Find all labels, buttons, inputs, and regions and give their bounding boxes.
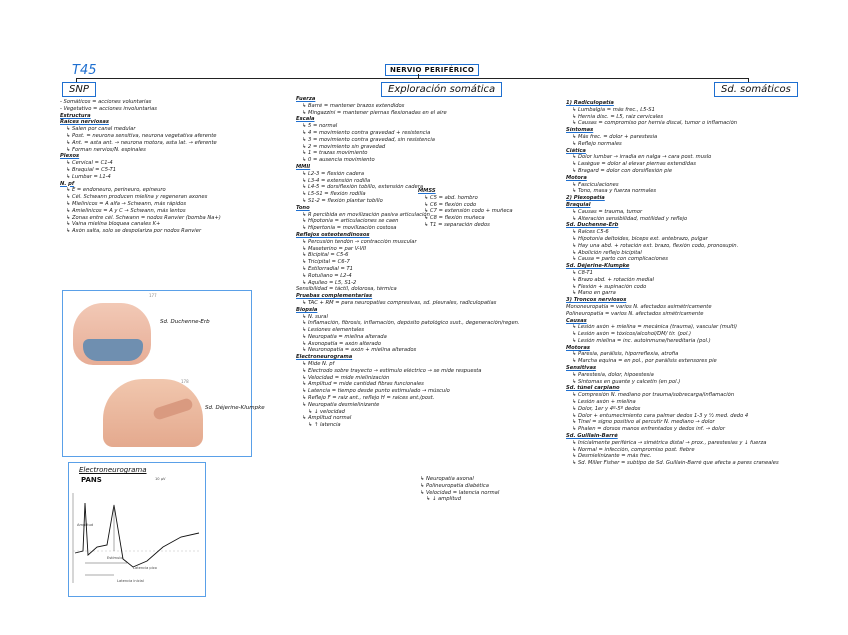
note-line: ↳ Marcha equina = en pol., por parálisis extensores pie (572, 358, 717, 365)
note-line: 3) Troncos nerviosos (566, 297, 627, 304)
note-line: ↳ Hernia disc. = L5, raíz cervicales (572, 113, 664, 120)
note-line: Motora (566, 174, 587, 181)
clinical-photos (62, 290, 265, 457)
column-title-snp: SNP (62, 82, 96, 97)
note-line: N. pf (60, 180, 75, 187)
label-dejerine-klumpke: Sd. Déjerine-Klumpke (205, 405, 265, 411)
sindromes-notes (566, 100, 801, 467)
emg-amplitud-label: Amplitud (77, 523, 94, 527)
emg-diagram (68, 462, 206, 597)
note-line: ↳ Amplitud normal (302, 415, 352, 422)
note-line: Polineuropatía = varios N. afectados simétricamente (566, 310, 704, 317)
note-line: ↳ C8 = flexión muñeca (424, 215, 485, 222)
note-line: ↳ Lumbar = L1-4 (66, 173, 111, 180)
note-line: ↳ Mano en garra (572, 290, 616, 297)
column-title-sindromes: Sd. somáticos (714, 82, 798, 97)
note-line: 1) Radiculopatía (566, 100, 614, 106)
note-line: Raíces nerviosas (60, 119, 109, 126)
note-line: Motoras (566, 344, 590, 351)
diaper-illustration (83, 339, 143, 361)
note-line: ↳ Phalen = dorsos manos enfrentados y dedos inf. → dolor (572, 426, 725, 433)
note-line: ↳ C8-T1 (572, 269, 593, 276)
note-line: ↳ Axonopatía = axón alterado (302, 340, 382, 347)
note-line: ↳ Lesión axón + mielina = mecánica (trauma), vascular (multi) (572, 324, 738, 331)
note-line: Causas (566, 317, 587, 324)
note-line: Reflejos osteotendinosos (296, 231, 370, 238)
note-line: Sd. Duchenne-Erb (566, 222, 619, 229)
emg-subtitle: PANS (81, 476, 102, 484)
note-line: ↳ Reflejo F = raíz ant., reflejo H = raíces ant./post. (302, 395, 435, 402)
note-line: ↳ Dolor, 1er y 4º-5º dedos (572, 405, 641, 412)
note-line: ↳ Velocidad = mide mielinización (302, 374, 390, 381)
note-line: ↳ T1 = separación dedos (424, 221, 490, 228)
note-line: ↳ N. sural (302, 313, 328, 320)
note-line: ↳ Cél. Schwann producen mielina y regeneran axones (66, 194, 208, 201)
note-line: ↳ L2-3 = flexión cadera (302, 170, 364, 177)
note-line: Sd. túnel carpiano (566, 385, 620, 392)
note-line: ↳ Mide N. pf (302, 361, 335, 368)
note-line: ↳ Ant. = asta ant. → neurona motora, asta lat. → eferente (66, 139, 217, 146)
note-line: ↳ Lesión axón + mielina (572, 399, 636, 406)
note-line: ↳ ↑ latencia (308, 422, 341, 429)
figure-number-top: 177 (149, 293, 157, 298)
note-line: ↳ C7 = extensión codo + muñeca (424, 208, 513, 215)
note-line: ↳ Flexión + supinación codo (572, 283, 647, 290)
label-duchenne-erb: Sd. Duchenne-Erb (160, 319, 210, 325)
note-line: MMSS (418, 188, 436, 194)
note-line: ↳ Causas = trauma, tumor (572, 208, 643, 215)
note-line: ↳ Bragard = dolor con dorsiflexión pie (572, 167, 673, 174)
note-line: ↳ Latencia = tiempo desde punto estimulado → músculo (302, 388, 450, 395)
note-line: ↳ Tricipital = C6-7 (302, 259, 350, 266)
emg-latencia-inicial-label: Latencia inicial (117, 579, 144, 583)
note-line: ↳ L4-5 = dorsiflexión tobillo, extensión cadera (302, 184, 424, 191)
note-line: ↳ Electrodo sobre trayecto → estímulo eléctrico → se mide respuesta (302, 367, 482, 374)
main-title: NERVIO PERIFÉRICO (385, 64, 479, 76)
note-line: ↳ C6 = flexión codo (424, 201, 477, 208)
note-line: ↳ 2 = movimiento sin gravedad (302, 143, 386, 150)
note-line: Sensibilidad = táctil, dolorosa, térmica (296, 286, 397, 293)
note-line: ↳ Parestesia, dolor, hipoestesia (572, 371, 654, 378)
note-line: Biopsia (296, 306, 318, 313)
snp-notes (60, 99, 285, 235)
exploracion-notes (296, 96, 561, 429)
note-line: ↳ Salen por canal medular (66, 126, 136, 133)
note-line: ↳ Velocidad = latencia normal (420, 489, 500, 496)
note-line: ↳ 0 = ausencia movimiento (302, 157, 375, 164)
note-line: ↳ Axón salta, solo se despolariza por nodos Ranvier (66, 228, 202, 235)
note-line: 2) Plexopatía (566, 195, 605, 202)
note-line: ↳ Inflamación, fibrosis, inflamación, depósito patológico sust., degeneración/regen. (302, 320, 520, 327)
note-line: ↳ Forman nervios/N. espinales (66, 146, 146, 153)
note-line: ↳ Dolor + entumecimiento cara palmar dedos 1-3 y ½ med. dedo 4 (572, 412, 749, 419)
note-line: Pruebas complementarias (296, 293, 373, 300)
note-line: ↳ Maseterino = par V-VII (302, 245, 367, 252)
note-line: ↳ 3 = movimiento contra gravedad, sin resistencia (302, 136, 435, 143)
note-line: ↳ Fasciculaciones (572, 181, 619, 188)
note-line: ↳ Cervical = C1-4 (66, 160, 113, 167)
note-line: ↳ Causas = compromiso por hernia discal, tumor o inflamación (572, 120, 738, 127)
note-line: ↳ Zonas entre cél. Schwann = nodos Ranvier (bomba Na+) (66, 214, 221, 221)
note-line: ↳ Neuropatía axonal (420, 476, 474, 482)
note-line: ↳ Hay una abd. + rotación ext. brazo, flexión codo, pronosupin. (572, 242, 739, 249)
axonal-notes (414, 476, 554, 503)
note-line: ↳ L3-4 = extensión rodilla (302, 177, 371, 184)
note-line: ↳ Alteración sensibilidad, motilidad y reflejo (572, 215, 688, 222)
emg-estimulo-label: Estímulo (107, 556, 123, 560)
note-line: Fuerza (296, 96, 316, 102)
note-line: ↳ Lasègue = dolor al elevar piernas extendidas (572, 161, 696, 168)
note-line: ↳ Brazo abd. + rotación medial (572, 276, 654, 283)
column-title-exploracion: Exploración somática (381, 82, 502, 97)
note-line: ↳ Bicipital = C5-6 (302, 252, 349, 259)
note-line: Braquial (566, 201, 591, 208)
note-line: ↳ Dolor lumbar → irradia en nalga → cara post. muslo (572, 154, 712, 161)
note-line: Sd. Guillain-Barré (566, 433, 618, 440)
note-line: Mononeuropatía = varios N. afectados asimétricamente (566, 303, 712, 310)
note-line: ↳ Hipotonía = articulaciones se caen (302, 218, 399, 225)
note-line: ↳ Normal = infección, compromiso post. fiebre (572, 446, 695, 453)
note-line: ↳ Mielínicos = A alfa → Schwann, más rápidos (66, 200, 187, 207)
note-line: ↳ E = endoneuro, perineuro, epineuro (66, 187, 166, 194)
note-line: ↳ Amplitud = mide cantidad fibras funcionales (302, 381, 424, 388)
note-line: ↳ Braquial = C5-T1 (66, 166, 117, 173)
note-line: ↳ Neuropatía = mielina alterada (302, 333, 387, 340)
note-line: ↳ Sd. Miller Fisher = subtipo de Sd. Guillain-Barré que afecta a pares craneales (572, 460, 779, 467)
note-line: ↳ ↓ velocidad (308, 408, 345, 415)
note-line: Tono (296, 204, 310, 211)
note-line: Estructura (60, 112, 91, 119)
note-line: ↳ Síntomas en guante y calcetín (en pol.) (572, 378, 681, 385)
note-line: ↳ 5 = normal (302, 123, 338, 130)
note-line: ↳ Neuronopatía = axón + mielina alterados (302, 347, 417, 354)
note-line: ↳ Paresia, parálisis, hiporreflexia, atrofia (572, 351, 679, 358)
note-line: ↳ S1-2 = flexión plantar tobillo (302, 197, 383, 204)
note-line: ↳ Lumbalgia = más frec., L5-S1 (572, 106, 655, 113)
note-line: ↳ Reflejo normales (572, 140, 622, 147)
note-line: ↳ R percibida en movilización pasiva articulación (302, 211, 430, 218)
page-tag: T45 (72, 63, 97, 78)
note-line: - Vegetativo = acciones involuntarias (60, 105, 158, 112)
note-line: MMII (296, 163, 311, 170)
note-line: ↳ Lesión axón = tóxicos/alcohol/DM/ tir. (pol.) (572, 331, 692, 338)
note-line: ↳ Polineuropatía diabética (420, 482, 489, 489)
note-line: ↳ Compresión N. mediano por trauma/sobrecarga/inflamación (572, 392, 735, 399)
note-line: ↳ Tono, masa y fuerza normales (572, 188, 657, 195)
note-line: ↳ Mingazzini = mantener piernas flexionadas en el aire (302, 109, 447, 116)
note-line: ↳ Tinel = signo positivo al percutir N. mediano → dolor (572, 419, 715, 426)
note-line: ↳ Abolición reflejo bicipital (572, 249, 642, 256)
note-line: Electroneurograma (296, 354, 353, 361)
note-line: ↳ Post. = neurona sensitiva, neurona vegetativa aferente (66, 132, 217, 139)
note-line: ↳ ↓ amplitud (426, 496, 462, 503)
emg-scale-label: 10 μV (155, 477, 166, 481)
note-line: ↳ TAC + RM = para neuropatías compresivas, sd. pleurales, radiculopatías (302, 299, 497, 306)
note-line: ↳ Raíces C5-6 (572, 229, 609, 236)
note-line: ↳ Inicialmente periférica → simétrica distal → prox., parestesias y ↓ fuerza (572, 439, 767, 446)
note-line: ↳ Amielínicos = A y C → Schwann, más lentos (66, 207, 186, 214)
emg-latencia-pico-label: Latencia pico (133, 566, 157, 570)
note-line: ↳ Barré = mantener brazos extendidos (302, 102, 405, 109)
figure-number-bottom: 178 (181, 379, 189, 384)
note-line: ↳ Causa = parto con complicaciones (572, 256, 668, 263)
note-line: ↳ Desmielinizante = más frec. (572, 453, 652, 460)
note-line: ↳ Neuropatía desmielinizante (302, 401, 380, 408)
note-line: Plexos (60, 153, 80, 160)
note-line: ↳ Más frec. = dolor + parestesia (572, 133, 658, 140)
note-line: Sd. Déjerine-Klumpke (566, 263, 630, 270)
note-line: ↳ Vaina mielina bloquea canales K+ (66, 221, 161, 228)
emg-title: Electroneurograma (79, 466, 147, 474)
note-line: ↳ L5-S1 = flexión rodilla (302, 191, 366, 198)
note-line: ↳ 4 = movimiento contra gravedad + resistencia (302, 129, 431, 136)
note-line: ↳ C5 = abd. hombro (424, 194, 478, 201)
mmss-notes (418, 188, 558, 229)
note-line: ↳ Aquíleo = L5, S1-2 (302, 279, 357, 286)
note-line: Síntomas (566, 127, 594, 134)
note-line: Sensitivas (566, 365, 597, 372)
note-line: ↳ Hipertonía = movilización costosa (302, 225, 397, 232)
note-line: ↳ Estilorradial = T1 (302, 265, 353, 272)
note-line: Ciática (566, 147, 586, 154)
note-line: - Somáticos = acciones voluntarias (60, 99, 152, 105)
note-line: ↳ Hipotonía deltoides, bíceps ext. antebrazo, pulgar (572, 235, 708, 242)
note-line: ↳ Rotuliano = L2-4 (302, 272, 352, 279)
note-line: ↳ Lesiones elementales (302, 327, 365, 334)
note-line: ↳ 1 = trazas movimiento (302, 150, 368, 157)
emg-waveform (69, 463, 205, 596)
tree-branch (76, 78, 748, 79)
note-line: ↳ Lesión mielina = inc. autoinmune/hereditaria (pol.) (572, 337, 711, 344)
note-line: ↳ Percusión tendón → contracción muscular (302, 238, 417, 245)
note-line: Escala (296, 116, 315, 123)
